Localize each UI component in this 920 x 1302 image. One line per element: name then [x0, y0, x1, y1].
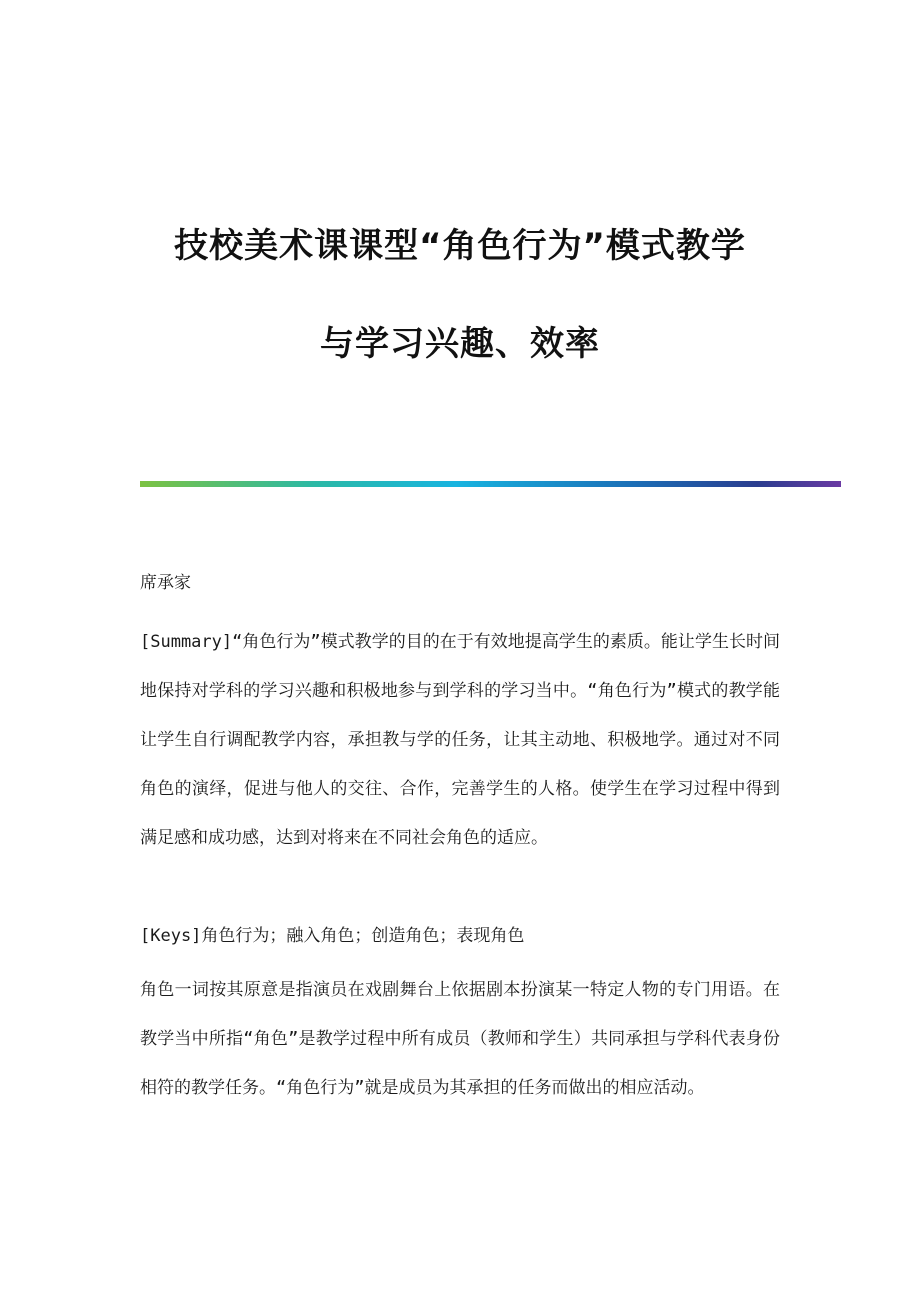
document-title-line-2: 与学习兴趣、效率: [320, 324, 600, 364]
intro-paragraph: 角色一词按其原意是指演员在戏剧舞台上依据剧本扮演某一特定人物的专门用语。在教学当中所指“角色”是教学过程中所有成员（教师和学生）共同承担与学科代表身份相符的教学任务。“角色行为”就是成员为其承担的任务而做出的相应活动。: [140, 980, 780, 1098]
summary-paragraph: [Summary]“角色行为”模式教学的目的在于有效地提高学生的素质。能让学生长时间地保持对学科的学习兴趣和积极地参与到学科的学习当中。“角色行为”模式的教学能让学生自行调配教学内容，承担教与学的任务，让其主动地、积极地学。通过对不同角色的演绎，促进与他人的交往、合作，完善学生的人格。使学生在学习过程中得到满足感和成功感，达到对将来在不同社会角色的适应。: [140, 632, 780, 848]
document-title-line-1: 技校美术课课型“角色行为”模式教学: [174, 226, 746, 266]
keywords-paragraph: [Keys]角色行为；融入角色；创造角色；表现角色: [140, 926, 525, 946]
gradient-divider: [140, 481, 841, 487]
author-name: 席承家: [140, 573, 191, 593]
